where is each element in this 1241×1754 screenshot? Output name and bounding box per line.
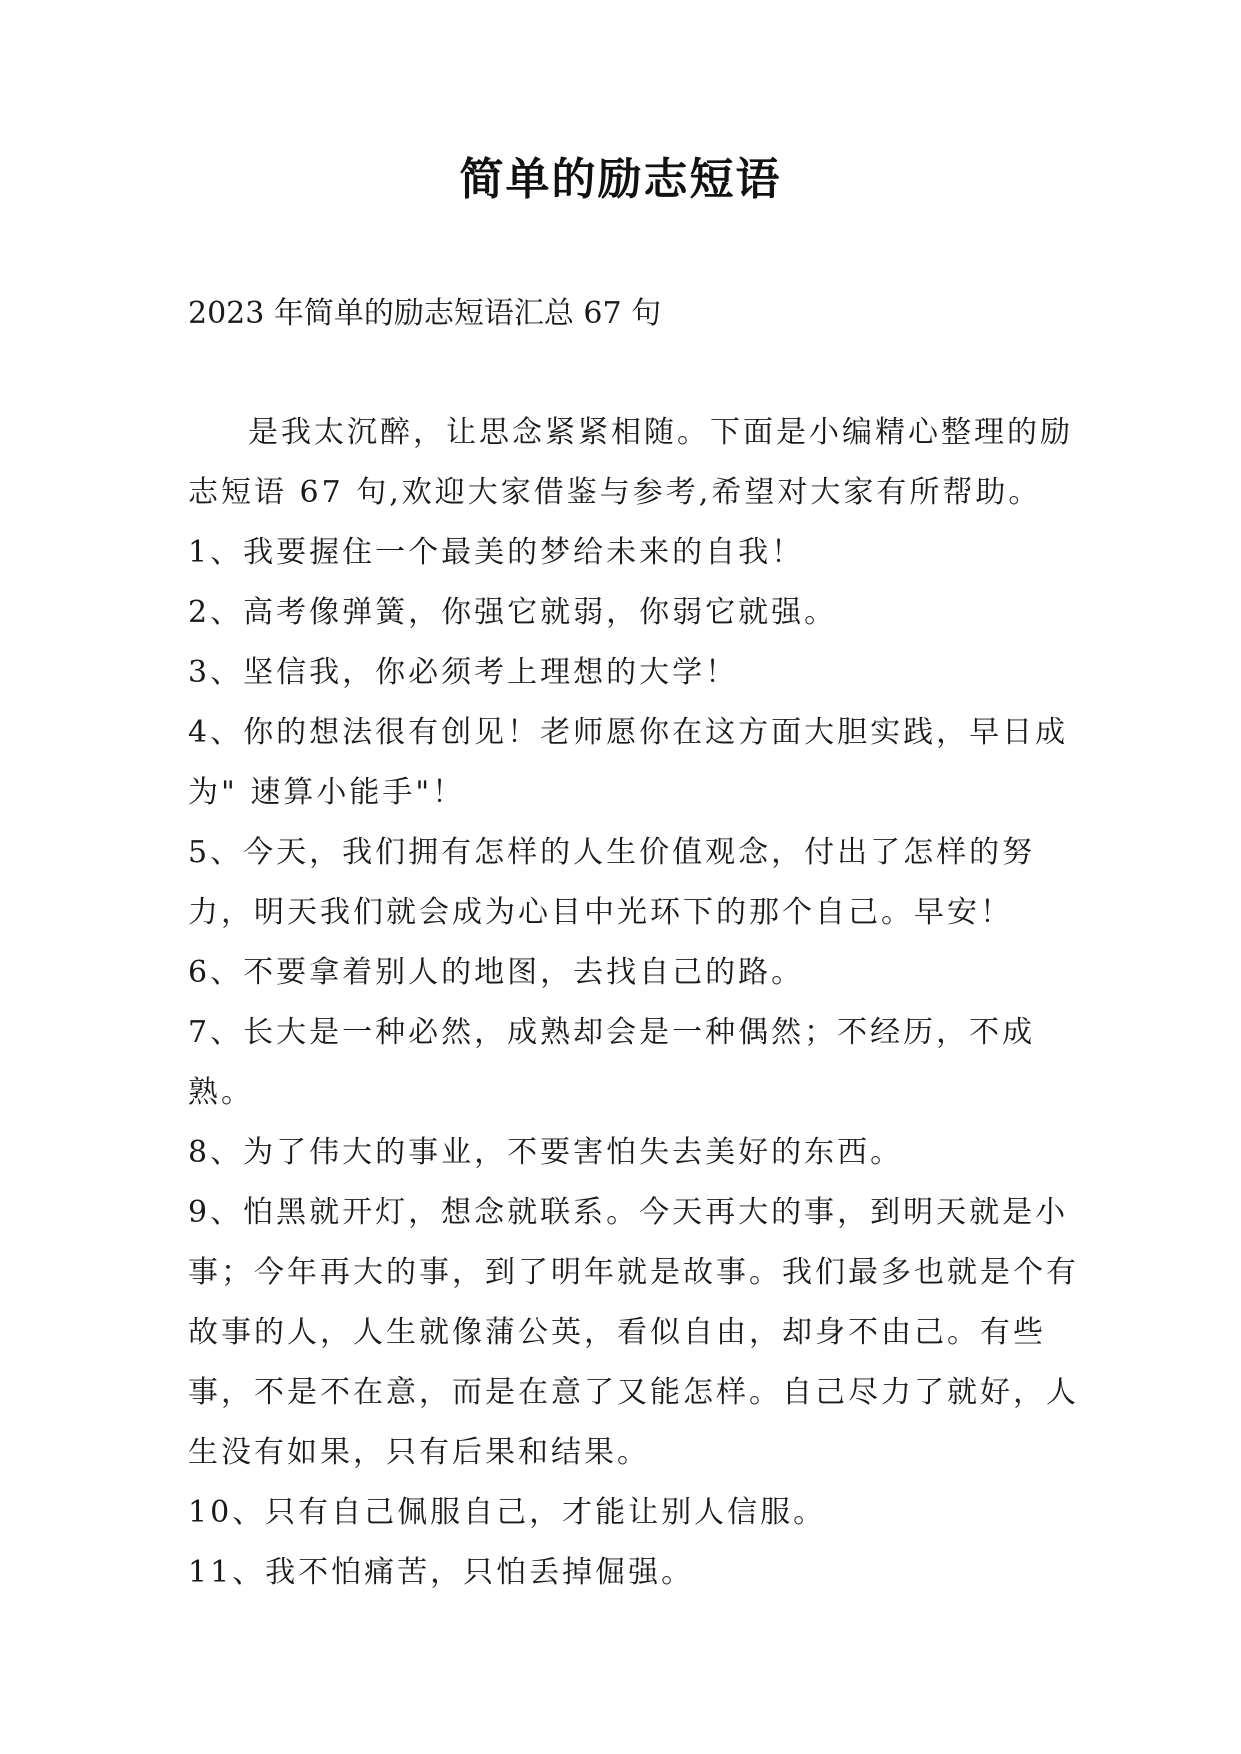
document-body [188, 403, 1088, 1603]
list-item: 7、长大是一种必然，成熟却会是一种偶然；不经历，不成熟。 [188, 1015, 1036, 1110]
list-item: 6、不要拿着别人的地图，去找自己的路。 [188, 955, 805, 990]
list-item: 11、我不怕痛苦，只怕丢掉倔强。 [188, 1555, 695, 1590]
list-item: 1、我要握住一个最美的梦给未来的自我！ [188, 535, 805, 570]
intro-paragraph: 是我太沉醉，让思念紧紧相随。下面是小编精心整理的励志短语 67 句,欢迎大家借鉴与参考,希望对大家有所帮助。 [188, 415, 1073, 510]
list-item: 10、只有自己佩服自己，才能让别人信服。 [188, 1495, 827, 1530]
list-item: 2、高考像弹簧，你强它就弱，你弱它就强。 [188, 595, 838, 630]
document-title: 简单的励志短语 [459, 154, 782, 205]
document-subtitle: 2023 年简单的励志短语汇总 67 句 [188, 296, 662, 331]
list-item: 4、你的想法很有创见！老师愿你在这方面大胆实践，早日成为" 速算小能手"！ [188, 715, 1069, 810]
list-item: 9、怕黑就开灯，想念就联系。今天再大的事，到明天就是小事；今年再大的事，到了明年就是故事。我们最多也就是个有故事的人，人生就像蒲公英，看似自由，却身不由己。有些事，不是不在意，而是在意了又能怎样。自己尽力了就好，人生没有如果，只有后果和结果。 [188, 1195, 1079, 1470]
list-item: 3、坚信我，你必须考上理想的大学！ [188, 655, 739, 690]
list-item: 5、今天，我们拥有怎样的人生价值观念，付出了怎样的努力，明天我们就会成为心目中光环下的那个自己。早安！ [188, 835, 1036, 930]
list-item: 8、为了伟大的事业，不要害怕失去美好的东西。 [188, 1135, 904, 1170]
